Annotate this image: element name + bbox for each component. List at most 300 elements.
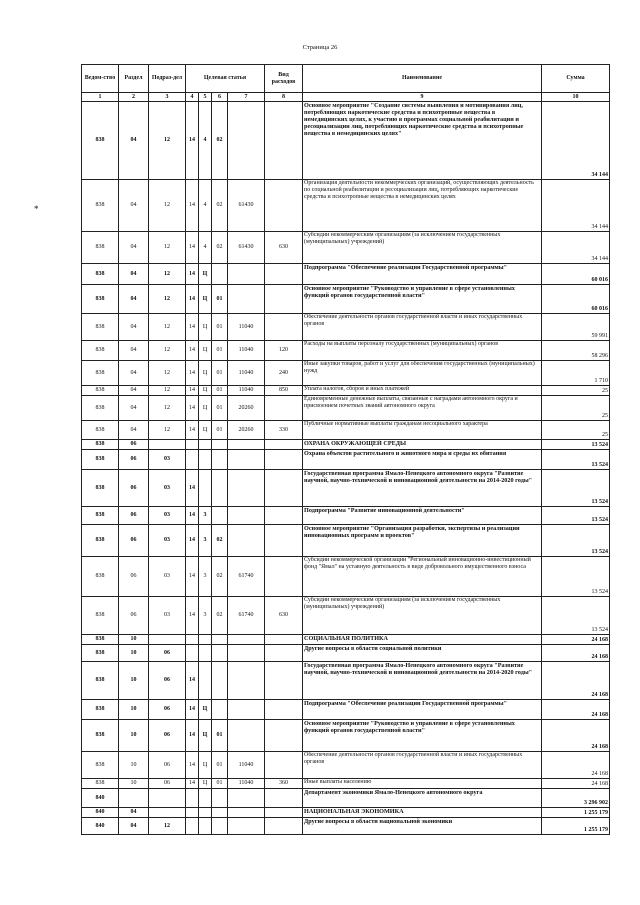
cell-subprogram: 3 [199,597,212,635]
cell-vedomstvo: 840 [82,818,119,835]
cell-program [186,440,199,450]
cell-direction-code [228,264,265,285]
cell-razdel: 04 [119,361,149,386]
cell-event: 02 [212,232,228,264]
cell-razdel: 10 [119,645,149,662]
cell-subprogram: 4 [199,180,212,232]
cell-summa: 13 524 [542,557,610,597]
cell-vid-rashodov [265,264,303,285]
column-number-row [82,93,610,102]
cell-direction-code: 20260 [228,396,265,421]
header-podrazdel: Подраз-дел [149,65,186,93]
cell-subprogram: Ц [199,720,212,752]
cell-podrazdel: 12 [149,421,186,440]
cell-subprogram: Ц [199,421,212,440]
cell-summa: 1 710 [542,361,610,386]
cell-direction-code [228,700,265,720]
cell-naimenovanie: Другие вопросы в области социальной политики [303,645,542,662]
cell-naimenovanie: Обеспечение деятельности органов государственной власти и иных государственных органов [303,314,542,341]
cell-vid-rashodov: 360 [265,779,303,789]
cell-direction-code [228,720,265,752]
cell-naimenovanie: Подпрограмма "Обеспечение реализации Государственной программы" [303,264,542,285]
cell-event: 02 [212,525,228,557]
cell-razdel: 06 [119,597,149,635]
table-row [82,635,610,645]
cell-subprogram: 3 [199,525,212,557]
cell-event: 02 [212,597,228,635]
cell-naimenovanie: Публичные нормативные выплаты гражданам несоциального характера [303,421,542,440]
cell-subprogram: 4 [199,232,212,264]
header-razdel: Раздел [119,65,149,93]
cell-razdel: 10 [119,720,149,752]
cell-program [186,645,199,662]
cell-summa: 24 168 [542,645,610,662]
table-row [82,386,610,396]
cell-vedomstvo: 838 [82,450,119,470]
cell-event [212,789,228,808]
cell-subprogram: Ц [199,752,212,779]
cell-razdel: 10 [119,700,149,720]
cell-vedomstvo: 838 [82,700,119,720]
cell-summa: 13 524 [542,450,610,470]
cell-subprogram [199,662,212,700]
cell-podrazdel: 12 [149,102,186,180]
budget-table [81,64,610,835]
cell-program: 14 [186,779,199,789]
table-row [82,597,610,635]
cell-naimenovanie: Основное мероприятие "Руководство и управление в сфере установленных функций органов государственной власти" [303,285,542,314]
cell-direction-code: 11040 [228,361,265,386]
cell-subprogram [199,789,212,808]
cell-podrazdel: 03 [149,525,186,557]
cell-event: 01 [212,285,228,314]
cell-naimenovanie: СОЦИАЛЬНАЯ ПОЛИТИКА [303,635,542,645]
cell-summa: 24 168 [542,662,610,700]
cell-direction-code [228,525,265,557]
cell-program: 14 [186,285,199,314]
cell-naimenovanie: Охрана объектов растительного и животного мира и среды их обитания [303,450,542,470]
cell-program: 14 [186,557,199,597]
table-row [82,450,610,470]
table-row [82,102,610,180]
cell-direction-code: 61740 [228,597,265,635]
cell-event [212,264,228,285]
cell-subprogram: Ц [199,700,212,720]
cell-program: 14 [186,525,199,557]
table-row [82,752,610,779]
cell-direction-code [228,470,265,507]
cell-summa: 58 296 [542,341,610,361]
table-row [82,808,610,818]
cell-event: 01 [212,361,228,386]
cell-subprogram: Ц [199,386,212,396]
cell-naimenovanie: Другие вопросы в области национальной экономики [303,818,542,835]
cell-direction-code: 11040 [228,314,265,341]
column-number: 2 [119,93,149,102]
cell-subprogram: Ц [199,285,212,314]
table-row [82,525,610,557]
cell-program: 14 [186,314,199,341]
cell-naimenovanie: Подпрограмма "Развитие инновационной деятельности" [303,507,542,525]
cell-vid-rashodov [265,752,303,779]
cell-summa: 13 524 [542,597,610,635]
cell-vid-rashodov [265,818,303,835]
column-number: 9 [303,93,542,102]
cell-subprogram: Ц [199,264,212,285]
cell-vedomstvo: 838 [82,361,119,386]
column-number: 4 [186,93,199,102]
cell-event: 01 [212,341,228,361]
table-row [82,180,610,232]
table-row [82,645,610,662]
table-row [82,470,610,507]
cell-subprogram: 3 [199,557,212,597]
cell-summa: 34 144 [542,102,610,180]
column-number: 3 [149,93,186,102]
cell-razdel: 06 [119,557,149,597]
cell-event: 01 [212,752,228,779]
cell-program: 14 [186,102,199,180]
cell-vid-rashodov [265,507,303,525]
cell-razdel: 10 [119,662,149,700]
cell-vid-rashodov: 850 [265,386,303,396]
cell-direction-code [228,440,265,450]
cell-program: 14 [186,180,199,232]
cell-vid-rashodov [265,789,303,808]
column-number: 5 [199,93,212,102]
cell-podrazdel: 12 [149,386,186,396]
cell-summa: 24 168 [542,635,610,645]
cell-summa: 13 524 [542,440,610,450]
cell-razdel: 04 [119,341,149,361]
cell-vid-rashodov [265,285,303,314]
cell-podrazdel: 12 [149,180,186,232]
cell-razdel [119,789,149,808]
cell-program [186,818,199,835]
header-celevaya-statya: Целевая статья [186,65,265,93]
cell-naimenovanie: Расходы на выплаты персоналу государственных (муниципальных) органов [303,341,542,361]
cell-event: 02 [212,102,228,180]
cell-vedomstvo: 838 [82,180,119,232]
cell-razdel: 04 [119,285,149,314]
cell-event: 01 [212,779,228,789]
cell-razdel: 06 [119,450,149,470]
cell-vedomstvo: 838 [82,507,119,525]
column-number: 7 [228,93,265,102]
cell-event: 01 [212,386,228,396]
cell-summa: 24 168 [542,700,610,720]
cell-naimenovanie: Основное мероприятие "Руководство и управление в сфере установленных функций органов государственной власти" [303,720,542,752]
cell-vedomstvo: 838 [82,470,119,507]
cell-podrazdel: 12 [149,818,186,835]
cell-podrazdel: 12 [149,314,186,341]
cell-event [212,470,228,507]
cell-summa: 1 255 179 [542,808,610,818]
cell-program: 14 [186,700,199,720]
cell-direction-code [228,662,265,700]
cell-program: 14 [186,752,199,779]
cell-podrazdel: 12 [149,264,186,285]
column-number: 10 [542,93,610,102]
header-row [82,65,610,93]
cell-naimenovanie: НАЦИОНАЛЬНАЯ ЭКОНОМИКА [303,808,542,818]
cell-direction-code [228,808,265,818]
cell-event [212,818,228,835]
cell-razdel: 04 [119,421,149,440]
cell-program [186,635,199,645]
cell-podrazdel: 06 [149,700,186,720]
cell-program: 14 [186,386,199,396]
cell-podrazdel: 03 [149,507,186,525]
cell-program [186,789,199,808]
cell-vid-rashodov: 120 [265,341,303,361]
table-row [82,341,610,361]
cell-program: 14 [186,470,199,507]
cell-vid-rashodov [265,314,303,341]
cell-subprogram [199,450,212,470]
cell-razdel: 04 [119,232,149,264]
cell-vid-rashodov: 630 [265,232,303,264]
cell-subprogram [199,808,212,818]
cell-vedomstvo: 838 [82,645,119,662]
cell-vedomstvo: 838 [82,557,119,597]
cell-razdel: 04 [119,180,149,232]
cell-event [212,645,228,662]
cell-naimenovanie: Субсидии некоммерческим организациям (за исключением государственных (муниципальных) учреждений) [303,597,542,635]
cell-podrazdel: 12 [149,285,186,314]
cell-razdel: 06 [119,507,149,525]
cell-razdel: 10 [119,635,149,645]
cell-direction-code: 11040 [228,779,265,789]
cell-summa: 34 144 [542,232,610,264]
cell-podrazdel: 06 [149,720,186,752]
cell-summa: 60 016 [542,264,610,285]
cell-vid-rashodov [265,700,303,720]
cell-summa: 60 016 [542,285,610,314]
cell-program: 14 [186,361,199,386]
column-number: 6 [212,93,228,102]
cell-naimenovanie: Уплата налогов, сборов и иных платежей [303,386,542,396]
cell-vedomstvo: 838 [82,285,119,314]
cell-vedomstvo: 838 [82,386,119,396]
cell-direction-code [228,507,265,525]
cell-naimenovanie: Департамент экономики Ямало-Ненецкого автономного округа [303,789,542,808]
cell-razdel: 06 [119,525,149,557]
cell-vid-rashodov [265,450,303,470]
cell-vedomstvo: 838 [82,635,119,645]
cell-naimenovanie: Субсидии некоммерческой организации "Региональный инновационно-инвестиционный фонд "Ямал" на уставную деятельность в виде добровольного имущественного взноса [303,557,542,597]
cell-summa: 34 144 [542,180,610,232]
cell-razdel: 10 [119,752,149,779]
cell-naimenovanie: Подпрограмма "Обеспечение реализации Государственной программы" [303,700,542,720]
table-row [82,789,610,808]
cell-subprogram [199,440,212,450]
cell-vedomstvo: 838 [82,720,119,752]
cell-podrazdel [149,808,186,818]
cell-program [186,808,199,818]
cell-direction-code: 61430 [228,232,265,264]
cell-vedomstvo: 838 [82,440,119,450]
cell-podrazdel: 06 [149,779,186,789]
cell-podrazdel: 12 [149,232,186,264]
table-row [82,232,610,264]
cell-vedomstvo: 838 [82,525,119,557]
cell-vedomstvo: 838 [82,752,119,779]
cell-podrazdel: 03 [149,450,186,470]
cell-vedomstvo: 838 [82,341,119,361]
cell-vedomstvo: 840 [82,789,119,808]
cell-vid-rashodov [265,808,303,818]
table-row [82,314,610,341]
cell-summa: 24 168 [542,752,610,779]
table-row [82,361,610,386]
cell-program: 14 [186,720,199,752]
cell-direction-code [228,635,265,645]
cell-program: 14 [186,264,199,285]
cell-vedomstvo: 838 [82,421,119,440]
margin-mark: * [34,204,39,214]
cell-subprogram [199,635,212,645]
cell-program: 14 [186,396,199,421]
cell-event [212,440,228,450]
cell-direction-code [228,789,265,808]
cell-razdel: 04 [119,808,149,818]
budget-table-body [82,102,610,835]
cell-event: 01 [212,720,228,752]
column-number: 8 [265,93,303,102]
table-row [82,507,610,525]
cell-summa: 25 [542,421,610,440]
cell-subprogram: Ц [199,396,212,421]
cell-podrazdel: 06 [149,645,186,662]
cell-razdel: 10 [119,779,149,789]
cell-vid-rashodov: 630 [265,597,303,635]
cell-naimenovanie: Единовременные денежные выплаты, связанные с наградами автономного округа и присвоением почетных званий автономного округа [303,396,542,421]
table-row [82,264,610,285]
cell-subprogram: 4 [199,102,212,180]
cell-summa: 1 255 179 [542,818,610,835]
cell-event: 01 [212,421,228,440]
cell-event [212,700,228,720]
cell-vid-rashodov: 240 [265,361,303,386]
cell-event [212,507,228,525]
cell-razdel: 04 [119,386,149,396]
cell-event [212,662,228,700]
cell-naimenovanie: Основное мероприятие "Создание системы выявления и мотивирования лиц, потребляющих наркотические средства и психотропные вещества в немедицинских целях, к участию в программах социальной реабилитации и ресоциализации лиц, потребляющих наркотические средства и психотропные вещества в немедицинских целях" [303,102,542,180]
cell-direction-code: 20260 [228,421,265,440]
cell-event [212,635,228,645]
cell-vid-rashodov [265,396,303,421]
cell-podrazdel: 06 [149,662,186,700]
cell-vid-rashodov [265,470,303,507]
cell-direction-code: 11040 [228,341,265,361]
cell-podrazdel: 03 [149,470,186,507]
cell-summa: 25 [542,396,610,421]
cell-direction-code [228,645,265,662]
cell-summa: 13 524 [542,470,610,507]
table-row [82,557,610,597]
cell-program: 14 [186,341,199,361]
cell-subprogram: 3 [199,507,212,525]
cell-summa: 24 168 [542,779,610,789]
column-number: 1 [82,93,119,102]
cell-subprogram: Ц [199,779,212,789]
cell-naimenovanie: ОХРАНА ОКРУЖАЮЩЕЙ СРЕДЫ [303,440,542,450]
header-vedomstvo: Ведом-ство [82,65,119,93]
cell-subprogram: Ц [199,314,212,341]
cell-program: 14 [186,421,199,440]
cell-razdel: 04 [119,314,149,341]
cell-vid-rashodov [265,662,303,700]
cell-podrazdel [149,789,186,808]
cell-summa: 13 524 [542,507,610,525]
cell-summa: 3 296 902 [542,789,610,808]
table-row [82,421,610,440]
cell-naimenovanie: Субсидии некоммерческим организациям (за исключением государственных (муниципальных) учреждений) [303,232,542,264]
table-row [82,818,610,835]
cell-summa: 25 [542,386,610,396]
cell-naimenovanie: Государственная программа Ямало-Ненецкого автономного округа "Развитие научной, научно-технической и инновационной деятельности на 2014-2020 годы" [303,662,542,700]
table-row [82,285,610,314]
header-naimenovanie: Наименование [303,65,542,93]
cell-razdel: 04 [119,396,149,421]
cell-naimenovanie: Обеспечение деятельности органов государственной власти и иных государственных органов [303,752,542,779]
cell-vedomstvo: 838 [82,396,119,421]
cell-vid-rashodov [265,720,303,752]
cell-vid-rashodov [265,102,303,180]
table-row [82,662,610,700]
cell-vid-rashodov [265,635,303,645]
cell-direction-code [228,450,265,470]
cell-subprogram [199,645,212,662]
cell-razdel: 04 [119,102,149,180]
cell-event: 01 [212,314,228,341]
cell-direction-code: 11040 [228,386,265,396]
cell-vedomstvo: 840 [82,808,119,818]
header-summa: Сумма [542,65,610,93]
cell-podrazdel: 03 [149,557,186,597]
cell-vedomstvo: 838 [82,102,119,180]
cell-summa: 13 524 [542,525,610,557]
cell-razdel: 06 [119,470,149,507]
cell-razdel: 04 [119,264,149,285]
table-row [82,720,610,752]
cell-podrazdel: 03 [149,597,186,635]
cell-naimenovanie: Организация деятельности некоммерческих организаций, осуществляющих деятельность по социальной реабилитации и ресоциализации лиц, потребляющих наркотические средства и психотропные вещества в немедицинских целях [303,180,542,232]
cell-podrazdel [149,635,186,645]
cell-vid-rashodov [265,557,303,597]
cell-program: 14 [186,597,199,635]
cell-summa: 59 991 [542,314,610,341]
cell-podrazdel: 12 [149,361,186,386]
cell-podrazdel: 06 [149,752,186,779]
cell-direction-code: 11040 [228,752,265,779]
cell-vedomstvo: 838 [82,264,119,285]
cell-vedomstvo: 838 [82,662,119,700]
cell-vedomstvo: 838 [82,314,119,341]
cell-podrazdel [149,440,186,450]
cell-naimenovanie: Основное мероприятие "Организация разработки, экспертизы и реализации инновационных программ и проектов" [303,525,542,557]
cell-vid-rashodov [265,645,303,662]
cell-subprogram [199,470,212,507]
table-row [82,700,610,720]
cell-subprogram [199,818,212,835]
cell-direction-code [228,285,265,314]
cell-direction-code: 61740 [228,557,265,597]
cell-event: 02 [212,180,228,232]
cell-program [186,450,199,470]
table-row [82,396,610,421]
